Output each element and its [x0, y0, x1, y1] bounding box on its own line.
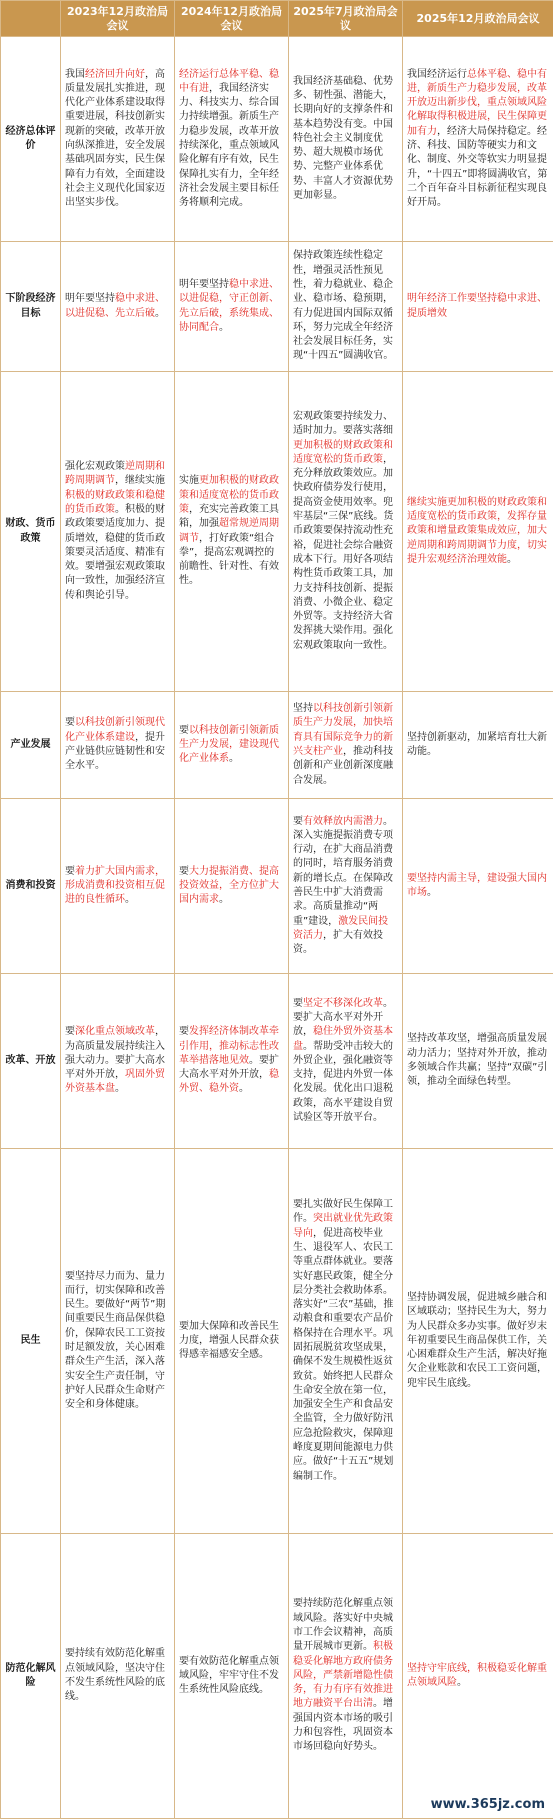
cell-2023-12 — [61, 37, 175, 242]
table-row — [1, 242, 553, 372]
cell-text: 要 — [293, 816, 303, 827]
highlighted-text: 稳中求进、以进促稳、先立后破 — [65, 293, 165, 318]
cell-2025-12 — [403, 37, 553, 242]
highlighted-text: 发挥经济体制改革牵引作用，推动标志性改革举措落地见效 — [179, 1026, 279, 1066]
highlighted-text: 稳住外贸外资基本盘 — [293, 1026, 393, 1051]
cell-text: 我国 — [65, 69, 85, 80]
cell-text: ，继续实施 — [115, 475, 165, 486]
highlighted-text: 以科技创新引领现代化产业体系建设 — [65, 717, 165, 742]
cell-text: 要加大保障和改善民生力度，增强人民群众获得感幸福感安全感。 — [179, 1321, 279, 1361]
cell-text: 。要扩大高水平对外开放， — [179, 1055, 279, 1080]
cell-text: 要 — [179, 866, 189, 877]
cell-text: 我国经济运行 — [407, 69, 467, 80]
cell-text: 要 — [179, 1026, 189, 1037]
table-row — [1, 1534, 553, 1819]
cell-text: 。 — [427, 887, 437, 898]
cell-2024-12 — [175, 37, 289, 242]
cell-text: 。 — [507, 554, 517, 565]
cell-text: ，高质量发展扎实推进，现代化产业体系建设取得重要进展，科技创新实现新的突破，改革开放向纵深推进，安全发展基础巩固夯实，民生保障有力有效，全面建设社会主义现代化国家迈出坚实步伐。 — [65, 69, 165, 209]
highlighted-text: 激发民间投资活力 — [293, 916, 388, 941]
row-header-next-stage-goals: 下阶段经济目标 — [1, 242, 61, 372]
cell-2024-12 — [175, 372, 289, 692]
highlighted-text: 深化重点领域改革 — [75, 1026, 155, 1037]
cell-text: 。 — [239, 1083, 249, 1094]
cell-text: ，促进高校毕业生、退役军人、农民工等重点群体就业。要落实好惠民政策，健全分层分类社会救助体系。落实好“三农”基础，推动粮食和重要农产品价格保持在合理水平。巩固拓展脱贫攻坚成果，确保不发生规模性返贫致贫。始终把人民群众生命安全放在第一位，加强安全生产和食品安全监管，全力做好防汛应急抢险救灾，保障迎峰度夏期间能源电力供应。做好“十五五”规划编制工作。 — [293, 1228, 393, 1482]
highlighted-text: 以科技创新引领新质生产力发展，加快培育具有国际竞争力的新兴支柱产业 — [293, 703, 393, 757]
cell-text: 。要扩大高水平对外开放， — [293, 998, 393, 1038]
cell-2025-12 — [403, 372, 553, 692]
table-body — [1, 37, 553, 1819]
cell-2024-12 — [175, 242, 289, 372]
cell-text: 坚持 — [293, 703, 313, 714]
header-col-2023-12: 2023年12月政治局会议 — [61, 1, 175, 37]
cell-text: 要持续防范化解重点领域风险。落实好中央城市工作会议精神，高质量开展城市更新。 — [293, 1598, 393, 1652]
table-row — [1, 372, 553, 692]
cell-text: ，打好政策“组合拳”，提高宏观调控的前瞻性、针对性、有效性。 — [179, 533, 279, 587]
highlighted-text: 更加积极的财政政策和适度宽松的货币政策 — [179, 475, 279, 515]
cell-2024-12 — [175, 1534, 289, 1819]
cell-2023-12 — [61, 1149, 175, 1534]
cell-text: ，充实完善政策工具箱，加强 — [179, 504, 279, 529]
cell-text: 要 — [65, 717, 75, 728]
highlighted-text: 大力提振消费、提高投资效益，全方位扩大国内需求 — [179, 866, 279, 906]
cell-2025-07 — [289, 37, 403, 242]
cell-text: ，扩大有效投资。 — [293, 930, 383, 955]
table-row — [1, 974, 553, 1149]
highlighted-text: 着力扩大国内需求，形成消费和投资相互促进的良性循环 — [65, 866, 165, 906]
cell-2023-12 — [61, 242, 175, 372]
cell-text: 保持政策连续性稳定性，增强灵活性预见性，着力稳就业、稳企业、稳市场、稳预期，有力促进国内国际双循环，努力完成全年经济社会发展目标任务，实现“十四五”圆满收官。 — [293, 250, 393, 361]
highlighted-text: 更加积极的财政政策和适度宽松的货币政策 — [293, 440, 393, 465]
cell-text: 。积极的财政政策要适度加力、提质增效，稳健的货币政策要灵活适度、精准有效。要增强宏观政策取向一致性，加强经济宣传和舆论引导。 — [65, 504, 165, 601]
cell-text: 我国经济基础稳、优势多、韧性强、潜能大，长期向好的支撑条件和基本趋势没有变。中国特色社会主义制度优势、超大规模市场优势、完整产业体系优势、丰富人才资源优势更加彰显。 — [293, 76, 393, 201]
highlighted-text: 突出就业优先政策导向 — [293, 1213, 393, 1238]
highlighted-text: 坚持守牢底线，积极稳妥化解重点领域风险 — [407, 1663, 547, 1688]
highlighted-text: 超常规逆周期调节 — [179, 518, 279, 543]
cell-text: ，经济大局保持稳定。经济、科技、国防等硬实力和文化、制度、外交等软实力明显提升，“十四五”即将圆满收官，第二个百年奋斗目标新征程实现良好开局。 — [407, 126, 547, 208]
highlighted-text: 巩固外贸外资基本盘 — [65, 1069, 165, 1094]
cell-text: 。 — [229, 753, 239, 764]
cell-2025-12 — [403, 1149, 553, 1534]
highlighted-text: 稳中求进、以进促稳，守正创新、先立后破，系统集成、协同配合 — [179, 279, 279, 333]
cell-2025-07 — [289, 372, 403, 692]
header-col-2025-07: 2025年7月政治局会议 — [289, 1, 403, 37]
header-corner-cell — [1, 1, 61, 37]
highlighted-text: 以科技创新引领新质生产力发展，建设现代化产业体系 — [179, 725, 279, 765]
cell-text: 。深入实施提振消费专项行动，在扩大商品消费的同时，培育服务消费新的增长点。在保障改善民生中扩大消费需求。高质量推动“两重”建设， — [293, 816, 393, 927]
cell-text: 坚持改革攻坚，增强高质量发展动力活力；坚持对外开放，推动多领域合作共赢；坚持“双碳”引领，推动全面绿色转型。 — [407, 1033, 547, 1087]
cell-text: 要 — [293, 998, 303, 1009]
highlighted-text: 经济运行总体平稳、稳中有进 — [179, 69, 279, 94]
cell-2025-07 — [289, 1149, 403, 1534]
highlighted-text: 积极稳妥化解地方政府债务风险，严禁新增隐性债务，有力有序有效推进地方融资平台出清 — [293, 1641, 393, 1709]
row-header-livelihood: 民生 — [1, 1149, 61, 1534]
highlighted-text: 有效释放内需潜力 — [303, 816, 383, 827]
cell-2025-07 — [289, 1534, 403, 1819]
highlighted-text: 总体平稳、稳中有进，新质生产力稳步发展，改革开放迈出新步伐，重点领域风险化解取得积极进展，民生保障更加有力 — [407, 69, 547, 137]
cell-text: 明年要坚持 — [179, 279, 229, 290]
row-header-consumption-investment: 消费和投资 — [1, 799, 61, 974]
cell-text: 要 — [179, 725, 189, 736]
row-header-overall-assessment: 经济总体评价 — [1, 37, 61, 242]
cell-text: 明年要坚持 — [65, 293, 115, 304]
cell-2023-12 — [61, 1534, 175, 1819]
cell-text: 要有效防范化解重点领域风险，牢牢守住不发生系统性风险底线。 — [179, 1656, 279, 1696]
cell-text: 强化宏观政策 — [65, 461, 125, 472]
cell-text: 要 — [65, 866, 75, 877]
cell-2025-07 — [289, 242, 403, 372]
row-header-industrial-development: 产业发展 — [1, 692, 61, 799]
cell-2025-07 — [289, 799, 403, 974]
highlighted-text: 稳外贸、稳外资 — [179, 1069, 279, 1094]
header-col-2025-12: 2025年12月政治局会议 — [403, 1, 553, 37]
cell-2025-12 — [403, 1534, 553, 1819]
cell-text: ，我国经济实力、科技实力、综合国力持续增强。新质生产力稳步发展，改革开放持续深化，重点领域风险化解有序有效，民生保障扎实有力，全年经济社会发展主要目标任务将顺利完成。 — [179, 83, 279, 208]
cell-2025-12 — [403, 974, 553, 1149]
highlighted-text: 要坚持内需主导，建设强大国内市场 — [407, 873, 547, 898]
highlighted-text: 明年经济工作要坚持稳中求进、提质增效 — [407, 293, 547, 318]
cell-text: 宏观政策要持续发力、适时加力。要落实落细 — [293, 411, 393, 436]
table-row — [1, 37, 553, 242]
cell-2023-12 — [61, 799, 175, 974]
cell-2025-12 — [403, 242, 553, 372]
highlighted-text: 经济回升向好 — [85, 69, 145, 80]
cell-2023-12 — [61, 372, 175, 692]
cell-text: 要持续有效防范化解重点领域风险，坚决守住不发生系统性风险的底线。 — [65, 1648, 165, 1702]
cell-2025-07 — [289, 692, 403, 799]
row-header-fiscal-monetary-policy: 财政、货币政策 — [1, 372, 61, 692]
table-row — [1, 799, 553, 974]
cell-text: 。 — [219, 322, 229, 333]
highlighted-text: 逆周期和跨周期调节 — [65, 461, 165, 486]
row-header-reform-opening: 改革、开放 — [1, 974, 61, 1149]
cell-text: 实施 — [179, 475, 199, 486]
highlighted-text: 坚定不移深化改革 — [303, 998, 383, 1009]
cell-2023-12 — [61, 692, 175, 799]
row-header-risk-prevention: 防范化解风险 — [1, 1534, 61, 1819]
cell-2024-12 — [175, 799, 289, 974]
cell-text: 要 — [65, 1026, 75, 1037]
cell-text: 。 — [155, 308, 165, 319]
cell-2024-12 — [175, 692, 289, 799]
cell-text: 。 — [219, 894, 229, 905]
cell-2023-12 — [61, 974, 175, 1149]
table-header-row — [1, 1, 553, 37]
cell-text: 。帮助受冲击较大的外贸企业，强化融资等支持，促进内外贸一体化发展。优化出口退税政策，高水平建设自贸试验区等开放平台。 — [293, 1041, 393, 1123]
cell-text: ，推动科技创新和产业创新深度融合发展。 — [293, 746, 393, 786]
table-row — [1, 692, 553, 799]
cell-text: ，为高质量发展持续注入强大动力。要扩大高水平对外开放， — [65, 1026, 165, 1080]
cell-text: 要扎实做好民生保障工作。 — [293, 1199, 393, 1224]
cell-text: 。增强国内资本市场的吸引力和包容性，巩固资本市场回稳向好势头。 — [293, 1698, 393, 1752]
header-col-2024-12: 2024年12月政治局会议 — [175, 1, 289, 37]
cell-text: 。 — [457, 1677, 467, 1688]
cell-2025-07 — [289, 974, 403, 1149]
cell-2024-12 — [175, 974, 289, 1149]
highlighted-text: 积极的财政政策和稳健的货币政策 — [65, 490, 165, 515]
cell-text: ，提升产业链供应链韧性和安全水平。 — [65, 732, 165, 772]
cell-2025-12 — [403, 692, 553, 799]
cell-text: ，充分释放政策效应。加快政府债券发行使用，提高资金使用效率。兜牢基层“三保”底线。货币政策要保持流动性充裕，促进社会综合融资成本下行。用好各项结构性货币政策工具，加力支持科技创新、提振消费、小微企业、稳定外贸等。支持经济大省发挥挑大梁作用。强化宏观政策取向一致性。 — [293, 454, 393, 651]
cell-text: 坚持协调发展，促进城乡融合和区域联动；坚持民生为大，努力为人民群众多办实事。做好岁末年初重要民生商品保供工作，关心困难群众生产生活，解决好拖欠企业账款和农民工工资问题，兜牢民生底线。 — [407, 1292, 547, 1389]
cell-text: 要坚持尽力而为、量力而行，切实保障和改善民生。要做好“两节”期间重要民生商品保供稳价，保障农民工工资按时足额发放，关心困难群众生产生活，深入落实安全生产责任制，守护好人民群众生命财产安全和身体健康。 — [65, 1271, 165, 1411]
cell-text: 坚持创新驱动，加紧培育壮大新动能。 — [407, 732, 547, 757]
table-row — [1, 1149, 553, 1534]
cell-text: 。 — [115, 1083, 125, 1094]
highlighted-text: 继续实施更加积极的财政政策和适度宽松的货币政策，发挥存量政策和增量政策集成效应，加大逆周期和跨周期调节力度，切实提升宏观经济治理效能 — [407, 497, 547, 565]
cell-text: 。 — [125, 894, 135, 905]
cell-2024-12 — [175, 1149, 289, 1534]
watermark: www.365jz.com — [431, 1797, 545, 1812]
cell-2025-12 — [403, 799, 553, 974]
